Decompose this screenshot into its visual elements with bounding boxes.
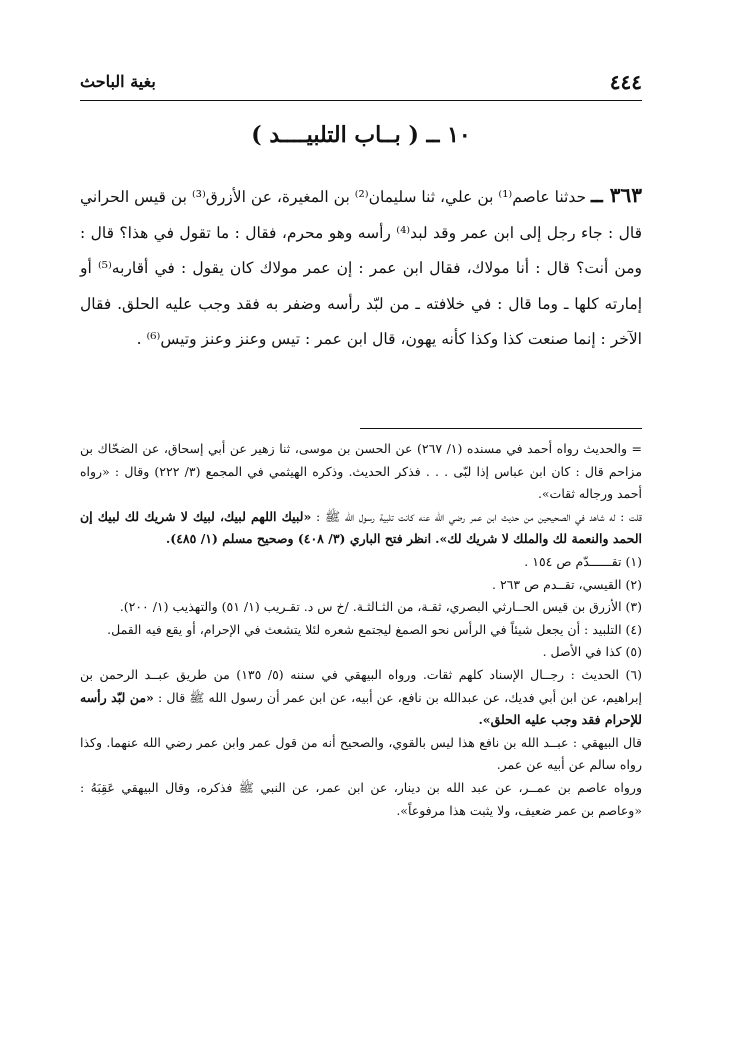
footnote-3: (٣) الأزرق بن قيس الحــارثي البصري، ثقـة، من الثـالثـة. /خ س د. تقـريب (١/ ٥١) والتهذيب (١/ ٢٠٠). bbox=[119, 599, 642, 615]
footnote-6-quote: «من لبّد رأسه للإحرام فقد وجب عليه الحلق». bbox=[80, 689, 642, 728]
hadith-paragraph bbox=[80, 178, 642, 358]
footnote-2: (٢) القيسي، تقــدم ص ٢٦٣ . bbox=[491, 576, 642, 592]
note-quote: «لبيك اللهم لبيك، لبيك لا شريك لك لبيك إن الحمد والنعمة لك والملك لا شريك لك». bbox=[80, 508, 642, 547]
footnote-6-intro: (٦) الحديث : رجــال الإسناد كلهم ثقات. ورواه البيهقي في سننه (٥/ ١٣٥) من طريق عبــد الرحمن بن إبراهيم، عن ابن أبي فديك، عن عبدالله بن نافع، عن أبيه، عن ابن عمر أن رسول الله ﷺ قال : bbox=[80, 666, 643, 705]
page-number: ٤٤٤ bbox=[609, 70, 642, 94]
footnote-5: (٥) كذا في الأصل . bbox=[542, 644, 642, 660]
footnote-6-bayhaqi: قال البيهقي : عبــد الله بن نافع هذا ليس بالقوي، والصحيح أنه من قول عمر وابن عمر رضي الله عنهما. وكذا رواه سالم عن أبيه عن عمر. bbox=[80, 734, 642, 773]
hadith-text: حدثنا عاصم⁽¹⁾ بن علي، ثنا سليمان⁽²⁾ بن المغيرة، عن الأزرق⁽³⁾ بن قيس الحراني قال : جاء رجل إلى ابن عمر وقد لبد⁽⁴⁾ رأسه وهو محرم، فقال : ما تقول في هذا؟ قال : ومن أنت؟ قال : أنا مولاك، فقال ابن عمر : إن عمر مولاك كان يقول : في أقاربه⁽⁵⁾ أو إمارته كلها ـ وما قال : في خلافته ـ من لبّد رأسه وضفر به فقد وجب عليه الحلق. فقال الآخر : إنما صنعت كذا وكذا كأنه يهون، قال ابن عمر : تيس وعنز وعنز وتيس⁽⁶⁾ . bbox=[80, 188, 642, 348]
footnotes bbox=[80, 438, 642, 822]
chapter-title: ١٠ ــ ( بــاب التلبيــــد ) bbox=[251, 122, 471, 148]
running-title: بغية الباحث bbox=[80, 72, 156, 91]
note-reference: انظر فتح الباري (٣/ ٤٠٨) وصحيح مسلم (١/ ٤٨٥). bbox=[165, 531, 432, 547]
footnote-1: (١) تقــــــدّم ص ١٥٤ . bbox=[524, 553, 642, 569]
footnote-divider bbox=[360, 428, 642, 429]
footnote-4: (٤) التلبيد : أن يجعل شيئاً في الرأس نحو الصمغ ليجتمع شعره لئلا يتشعث في الإحرام، أو يقع فيه القمل. bbox=[107, 621, 642, 637]
footnote-note bbox=[80, 506, 642, 551]
page-header bbox=[80, 70, 642, 98]
footnote-continuation: = والحديث رواه أحمد في مسنده (١/ ٢٦٧) عن الحسن بن موسى، ثنا زهير عن أبي إسحاق، عن الضحّاك بن مزاحم قال : كان ابن عباس إذا لبّى . . . فذكر الحديث. وذكره الهيثمي في المجمع (٣/ ٢٢٢) وقال : «رواه أحمد ورجاله ثقات». bbox=[80, 441, 643, 502]
footnote-6-asim: ورواه عاصم بن عمــر، عن عبد الله بن دينار، عن ابن عمر، عن النبي ﷺ فذكره، وقال البيهقي عَقِبَهُ : «وعاصم بن عمر ضعيف، ولا يثبت هذا مرفوعاً». bbox=[80, 779, 642, 818]
hadith-number: ٣٦٣ ــ bbox=[591, 183, 642, 207]
note-intro: قلت : له شاهد في الصحيحين من حديث ابن عمر رضي الله عنه كانت تلبية رسول الله ﷺ : bbox=[316, 508, 642, 524]
footnote-6 bbox=[80, 664, 642, 732]
header-divider bbox=[80, 100, 642, 101]
hadith-body bbox=[80, 178, 642, 358]
